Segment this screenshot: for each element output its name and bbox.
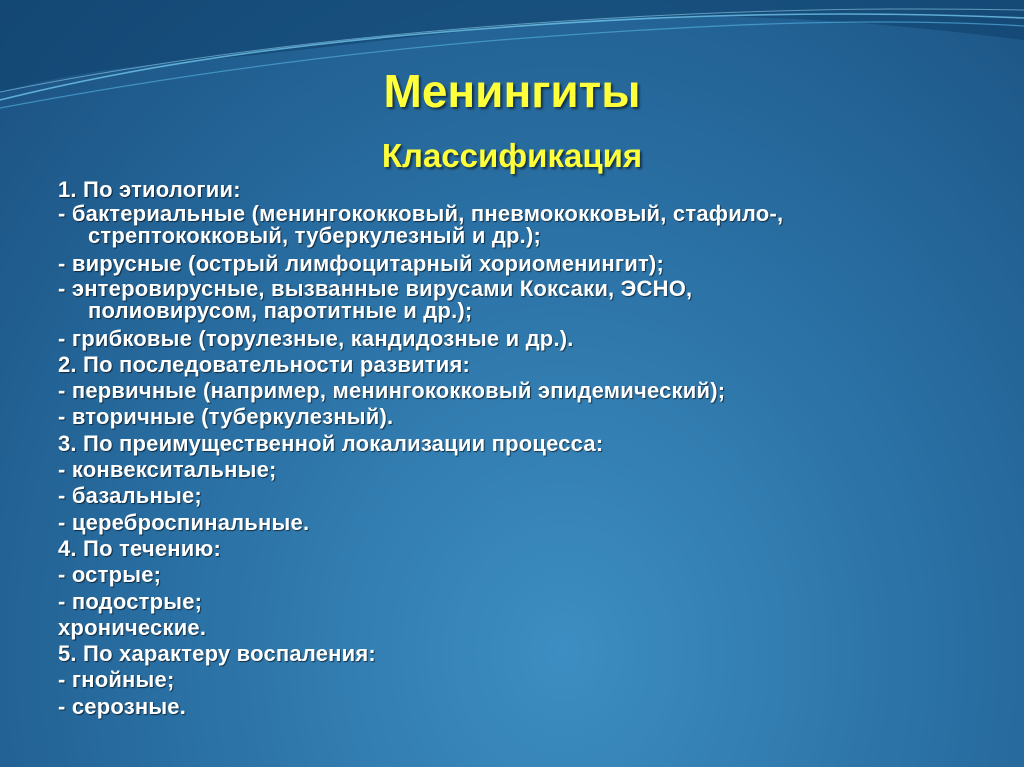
- list-item: хронические.: [58, 614, 207, 640]
- slide-subtitle: Классификация: [381, 137, 643, 174]
- list-item: 4. По течению:: [58, 535, 222, 561]
- list-item: - гнойные;: [58, 667, 175, 693]
- list-item: - цереброспинальные.: [58, 509, 310, 535]
- list-item: [58, 203, 988, 251]
- list-item: 5. По характеру воспаления:: [58, 641, 376, 667]
- list-item: 2. По последовательности развития:: [58, 351, 471, 377]
- list-item-continuation: полиовирусом, паротитные и др.);: [88, 297, 473, 323]
- list-item-text: - энтеровирусные, вызванные вирусами Коксаки, ЭСНО,: [58, 275, 693, 301]
- list-item: - первичные (например, менингококковый эпидемический);: [58, 378, 726, 404]
- list-item-continuation: стрептококковый, туберкулезный и др.);: [88, 223, 542, 249]
- list-item: 1. По этиологии:: [58, 177, 241, 202]
- list-item: 3. По преимущественной локализации процесса:: [58, 430, 604, 456]
- list-item: - вторичные (туберкулезный).: [58, 404, 394, 430]
- list-item: - острые;: [58, 562, 162, 588]
- list-item: - подострые;: [58, 588, 203, 614]
- list-item-text: - бактериальные (менингококковый, пневмококковый, стафило-,: [58, 201, 784, 227]
- list-item: [58, 275, 988, 326]
- slide-title: Менингиты: [383, 65, 641, 117]
- list-item: - конвекситальные;: [58, 457, 277, 483]
- list-item: - вирусные (острый лимфоцитарный хориоменингит);: [58, 251, 664, 277]
- classification-list: [58, 177, 988, 720]
- list-item: - базальные;: [58, 483, 202, 509]
- list-item: - серозные.: [58, 693, 187, 719]
- list-item: - грибковые (торулезные, кандидозные и др.).: [58, 325, 574, 351]
